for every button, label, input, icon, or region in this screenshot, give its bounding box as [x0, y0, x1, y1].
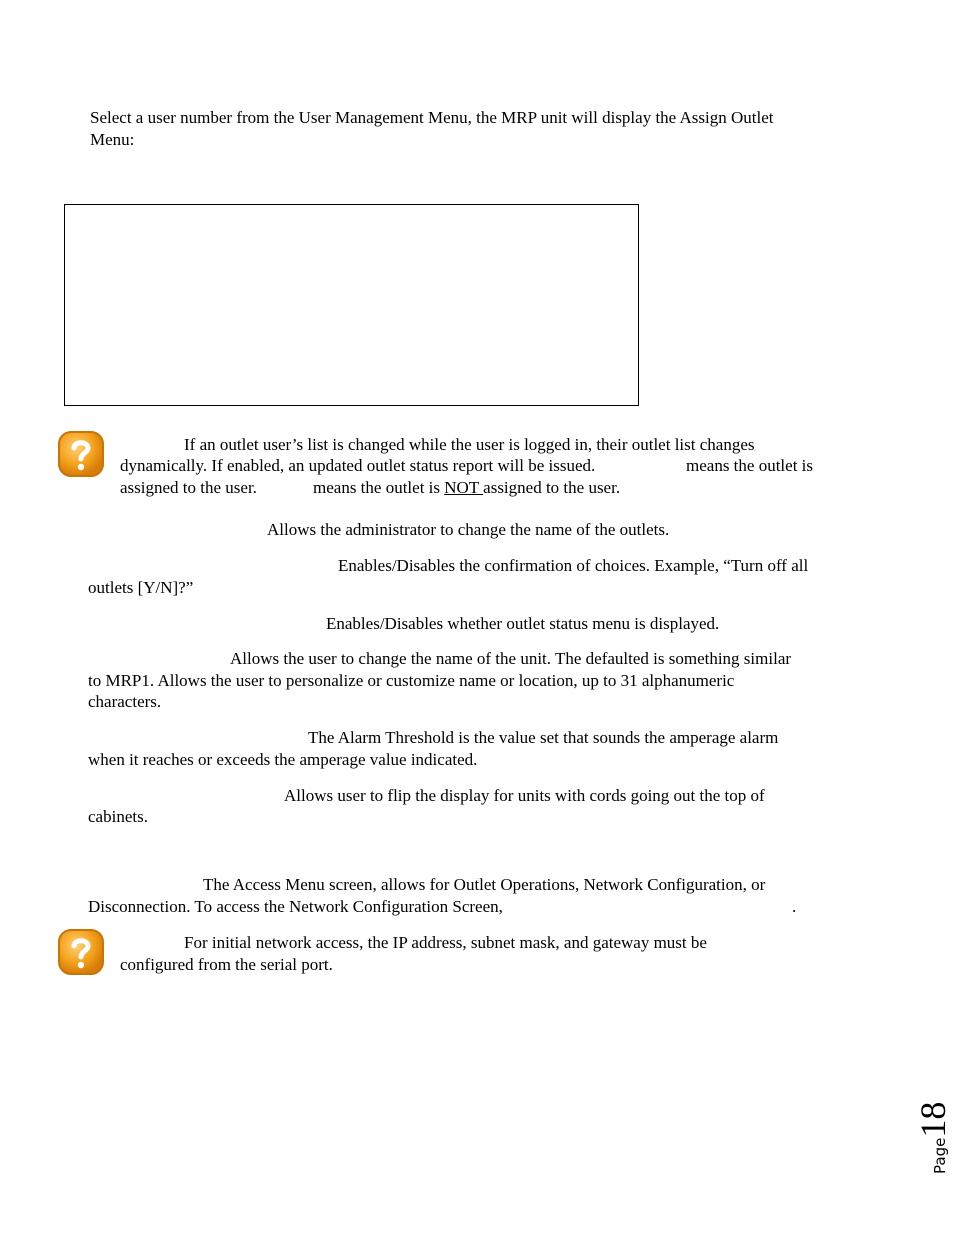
- alarm-threshold-description-2: when it reaches or exceeds the amperage value indicated.: [88, 750, 478, 769]
- flip-display-description-1: Allows user to flip the display for units with cords going out the top of: [284, 786, 765, 805]
- unit-name-description-1: Allows the user to change the name of the unit. The defaulted is something similar: [230, 649, 792, 668]
- question-icon: [57, 430, 105, 478]
- question-icon: [57, 928, 105, 976]
- access-menu-line-2: Disconnection. To access the Network Configuration Screen,: [88, 897, 503, 916]
- note1-line-3: [313, 477, 620, 499]
- note1-line-3b: means the outlet is: [313, 478, 441, 497]
- note1-line-1: If an outlet user’s list is changed while the user is logged in, their outlet list changes: [184, 435, 755, 454]
- note1-not-emphasis: NOT: [444, 478, 484, 497]
- confirmation-description-1: Enables/Disables the confirmation of choices. Example, “Turn off all: [338, 556, 809, 575]
- note1-line-3a: assigned to the user.: [120, 478, 257, 497]
- flip-display-description-2: cabinets.: [88, 807, 148, 826]
- page-number: 18: [913, 1101, 953, 1138]
- note2-line-1: For initial network access, the IP address, subnet mask, and gateway must be: [184, 933, 707, 952]
- confirmation-description-2: outlets [Y/N]?”: [88, 578, 194, 597]
- unit-name-description-2: to MRP1. Allows the user to personalize or customize name or location, up to 31 alphanumeric: [88, 671, 735, 690]
- unit-name-description-3: characters.: [88, 692, 162, 711]
- intro-line-2: Menu:: [90, 130, 135, 149]
- note1-line-3d: assigned to the user.: [483, 478, 621, 497]
- status-menu-description: Enables/Disables whether outlet status menu is displayed.: [326, 614, 720, 633]
- access-menu-line-1: The Access Menu screen, allows for Outlet Operations, Network Configuration, or: [203, 875, 766, 894]
- note1-line-2b: means the outlet is: [686, 456, 814, 475]
- page-label: Page: [931, 1137, 949, 1174]
- outlet-name-description: Allows the administrator to change the name of the outlets.: [267, 520, 670, 539]
- assign-outlet-menu-screenshot: [64, 204, 639, 406]
- note2-line-2: configured from the serial port.: [120, 955, 333, 974]
- access-menu-period: .: [792, 897, 797, 916]
- alarm-threshold-description-1: The Alarm Threshold is the value set that sounds the amperage alarm: [308, 728, 779, 747]
- note1-line-2a: dynamically. If enabled, an updated outlet status report will be issued.: [120, 456, 596, 475]
- page-footer: [913, 1090, 953, 1180]
- intro-line-1: Select a user number from the User Management Menu, the MRP unit will display the Assign Outlet: [90, 108, 774, 127]
